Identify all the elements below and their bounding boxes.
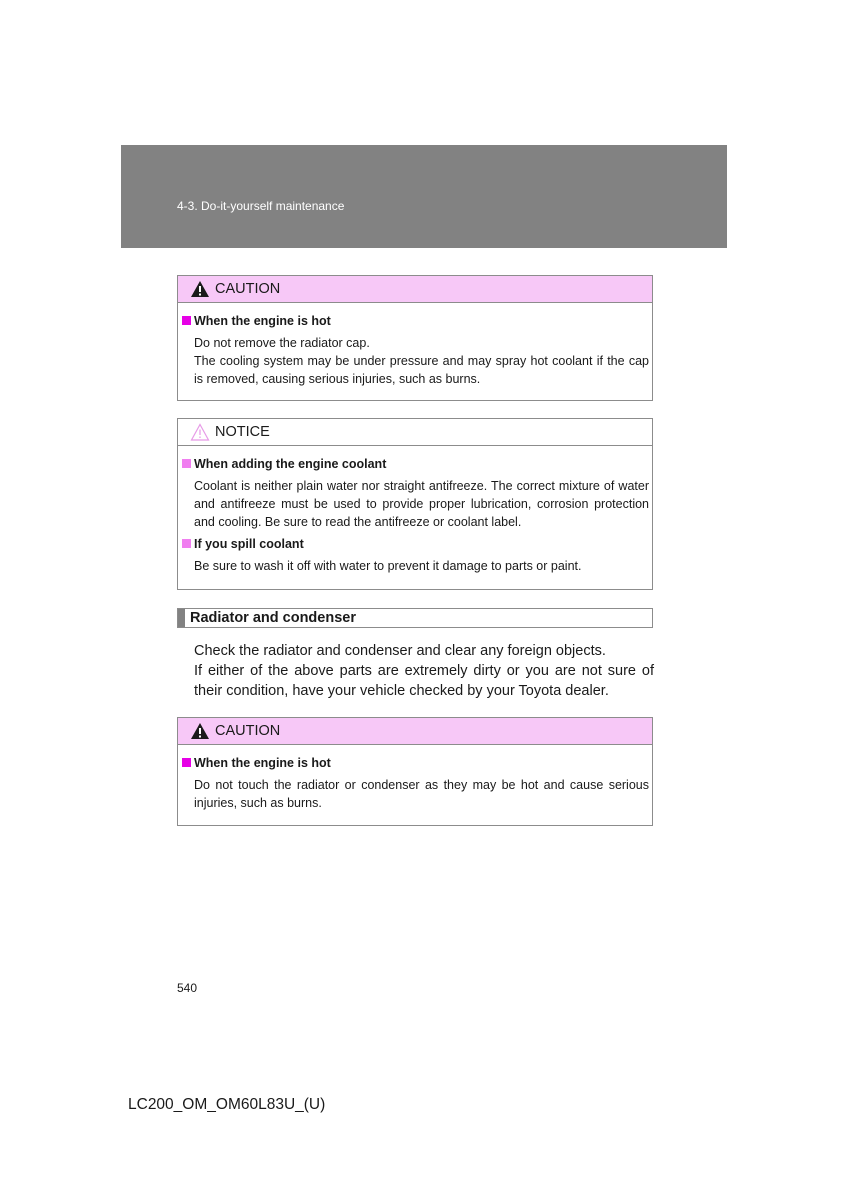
item-body: Do not remove the radiator cap. The cooling system may be under pressure and may spray hot coolant if the cap is removed, causing serious injuries, such as burns.: [194, 336, 649, 386]
item-body: Coolant is neither plain water nor straight antifreeze. The correct mixture of water and antifreeze must be used to provide proper lubrication, corrosion protection and cooling. Be sure to read the antifreeze or coolant label.: [194, 479, 649, 529]
header-band: [121, 145, 727, 248]
notice-label: NOTICE: [215, 424, 270, 440]
notice-box-coolant: [177, 418, 653, 590]
warning-triangle-icon: [190, 722, 210, 740]
item-title: When the engine is hot: [182, 313, 331, 329]
section-paragraph: Check the radiator and condenser and clear any foreign objects.: [194, 643, 606, 659]
page-number: 540: [177, 981, 198, 995]
item-title: If you spill coolant: [182, 536, 304, 552]
caution-label: CAUTION: [215, 723, 281, 739]
section-title: Radiator and condenser: [190, 610, 356, 626]
bullet-square-icon: [182, 316, 191, 325]
caution-box-radiator-cap: [177, 275, 653, 401]
caution-label: CAUTION: [215, 281, 281, 297]
bullet-square-icon: [182, 539, 191, 548]
notice-triangle-icon: [190, 423, 210, 441]
section-heading-bar: [178, 609, 185, 627]
caution-header: [178, 718, 652, 745]
section-body: [194, 641, 654, 701]
section-header: 4-3. Do-it-yourself maintenance: [177, 199, 345, 213]
item-title: When adding the engine coolant: [182, 456, 386, 472]
warning-triangle-icon: [190, 280, 210, 298]
notice-header: [178, 419, 652, 446]
section-paragraph: If either of the above parts are extremely dirty or you are not sure of their condition, have your vehicle checked by your Toyota dealer.: [194, 663, 654, 699]
section-heading: [177, 608, 653, 628]
document-code: LC200_OM_OM60L83U_(U): [128, 1096, 326, 1113]
item-title: When the engine is hot: [182, 755, 331, 771]
item-body: Do not touch the radiator or condenser as they may be hot and cause serious injuries, such as burns.: [194, 778, 649, 810]
bullet-square-icon: [182, 758, 191, 767]
caution-box-radiator-hot: [177, 717, 653, 826]
bullet-square-icon: [182, 459, 191, 468]
caution-header: [178, 276, 652, 303]
item-body: Be sure to wash it off with water to prevent it damage to parts or paint.: [194, 559, 582, 573]
